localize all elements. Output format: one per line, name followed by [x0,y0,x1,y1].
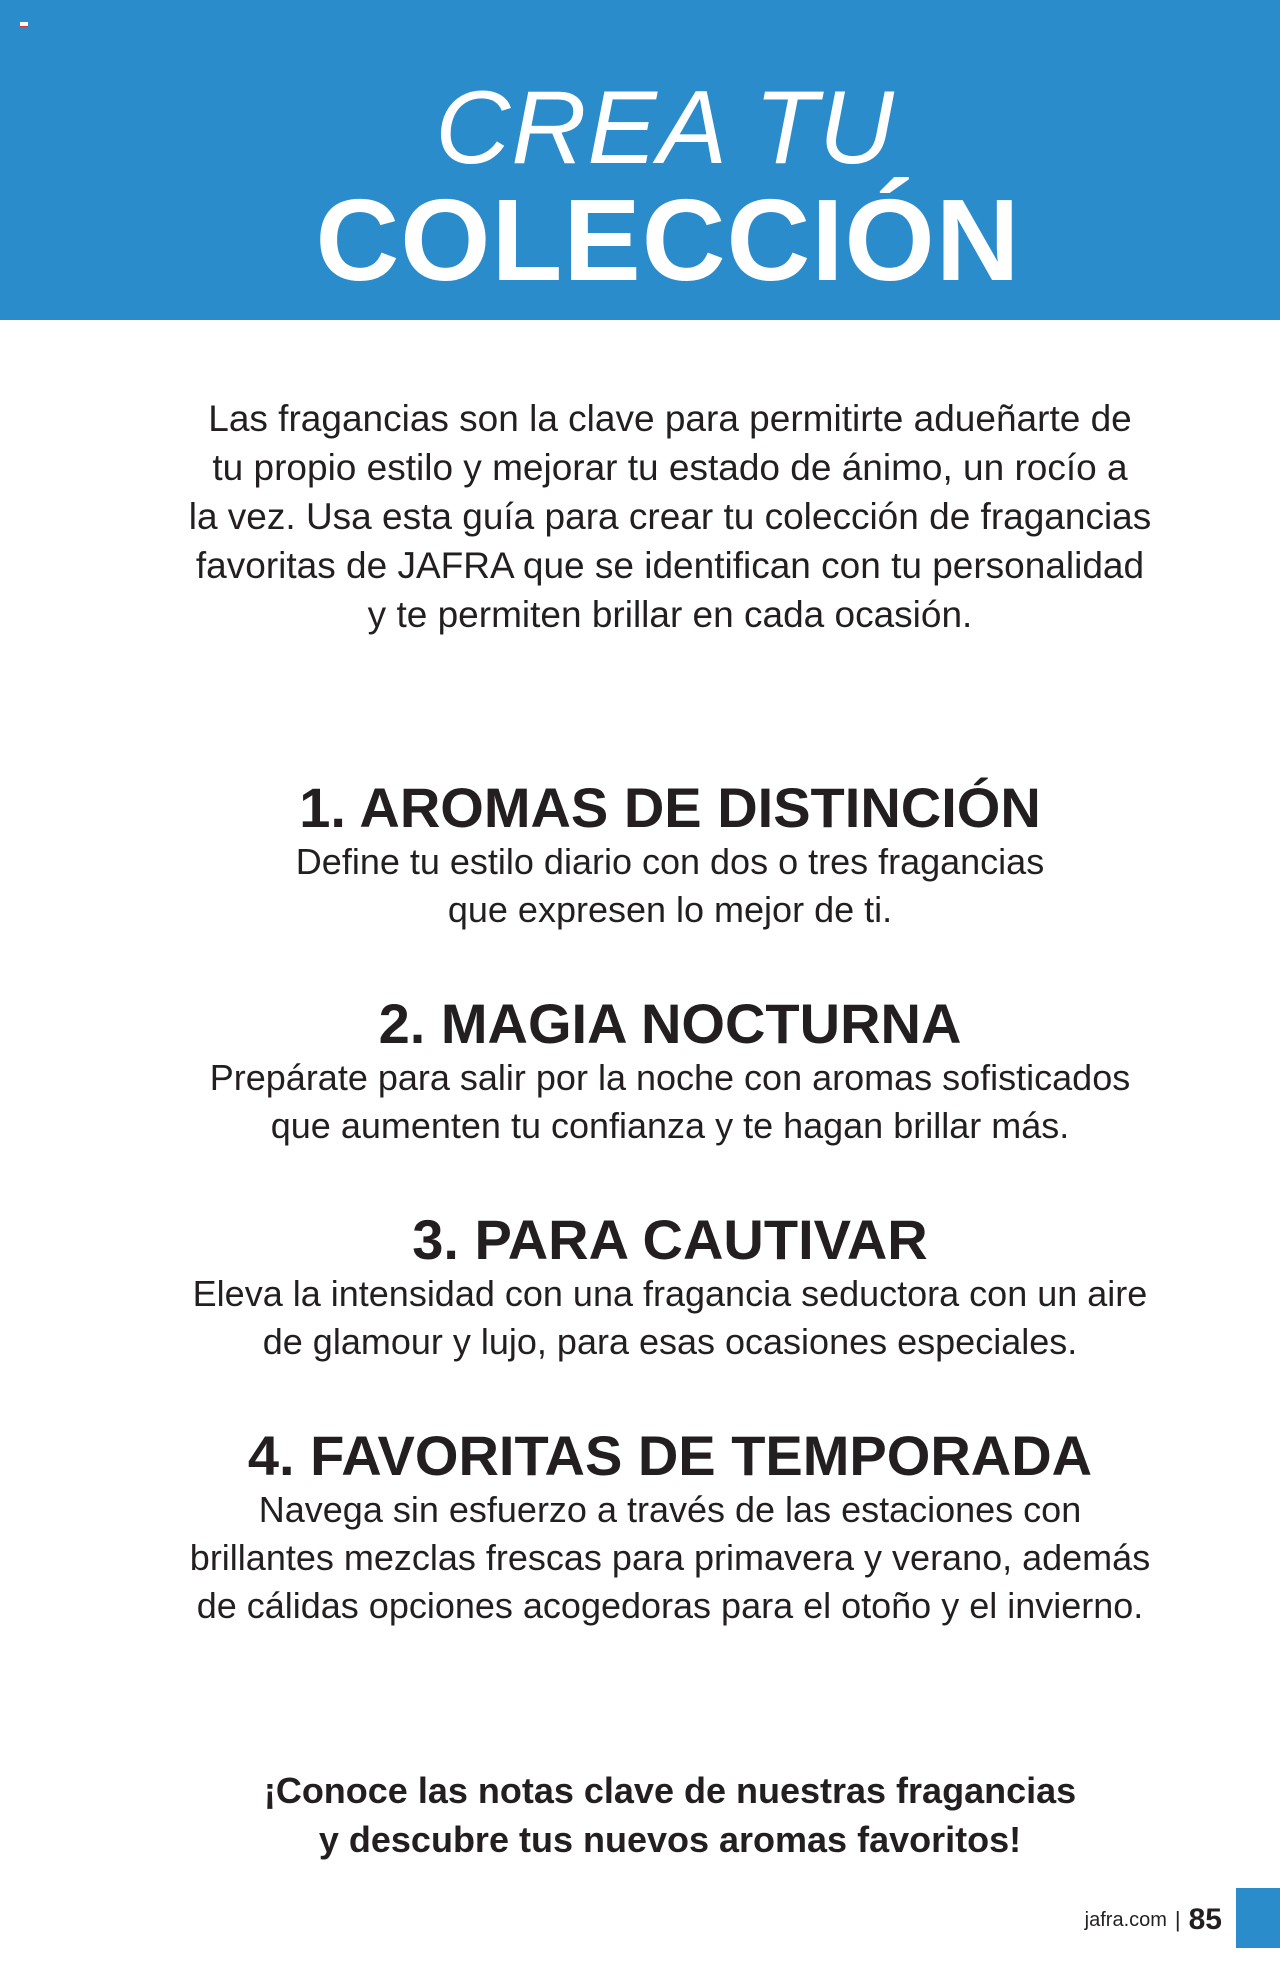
section-para-cautivar [120,1210,1220,1366]
page-number: 85 [1188,1903,1222,1936]
header-banner [0,0,1280,320]
call-to-action [140,1766,1200,1864]
section-aromas-de-distincion [120,778,1220,934]
section-heading: 1. AROMAS DE DISTINCIÓN [299,776,1041,839]
intro-paragraph [140,394,1200,639]
flag-icon [20,22,28,27]
section-heading: 3. PARA CAUTIVAR [412,1208,928,1271]
intro-line: favoritas de JAFRA que se identifican con tu personalidad [195,545,1145,586]
intro-line: Las fragancias son la clave para permitirte adueñarte de [208,398,1132,439]
section-favoritas-de-temporada [120,1426,1220,1630]
section-line: que expresen lo mejor de ti. [447,889,893,930]
intro-line: tu propio estilo y mejorar tu estado de ánimo, un rocío a [212,447,1128,488]
intro-line: la vez. Usa esta guía para crear tu colección de fragancias [188,496,1152,537]
section-line: Eleva la intensidad con una fragancia seductora con un aire [192,1273,1148,1314]
cta-line: y descubre tus nuevos aromas favoritos! [318,1819,1022,1860]
intro-line: y te permiten brillar en cada ocasión. [367,594,973,635]
section-line: de cálidas opciones acogedoras para el otoño y el invierno. [196,1585,1144,1626]
footer-separator: | [1174,1907,1181,1932]
section-magia-nocturna [120,994,1220,1150]
cta-line: ¡Conoce las notas clave de nuestras fragancias [263,1770,1077,1811]
section-line: que aumenten tu confianza y te hagan brillar más. [270,1105,1070,1146]
section-line: Prepárate para salir por la noche con aromas sofisticados [209,1057,1131,1098]
section-line: brillantes mezclas frescas para primavera y verano, además [189,1537,1151,1578]
site-link[interactable]: jafra.com [1084,1908,1167,1931]
page-tab-marker [1236,1888,1280,1948]
section-line: Define tu estilo diario con dos o tres fragancias [295,841,1045,882]
section-heading: 4. FAVORITAS DE TEMPORADA [247,1424,1093,1487]
section-heading: 2. MAGIA NOCTURNA [378,992,962,1055]
section-line: de glamour y lujo, para esas ocasiones especiales. [262,1321,1078,1362]
page-footer [1085,1896,1222,1944]
page-title-line2: COLECCIÓN [315,175,1021,305]
section-line: Navega sin esfuerzo a través de las estaciones con [258,1489,1082,1530]
page-title-line1: CREA TU [435,70,895,186]
